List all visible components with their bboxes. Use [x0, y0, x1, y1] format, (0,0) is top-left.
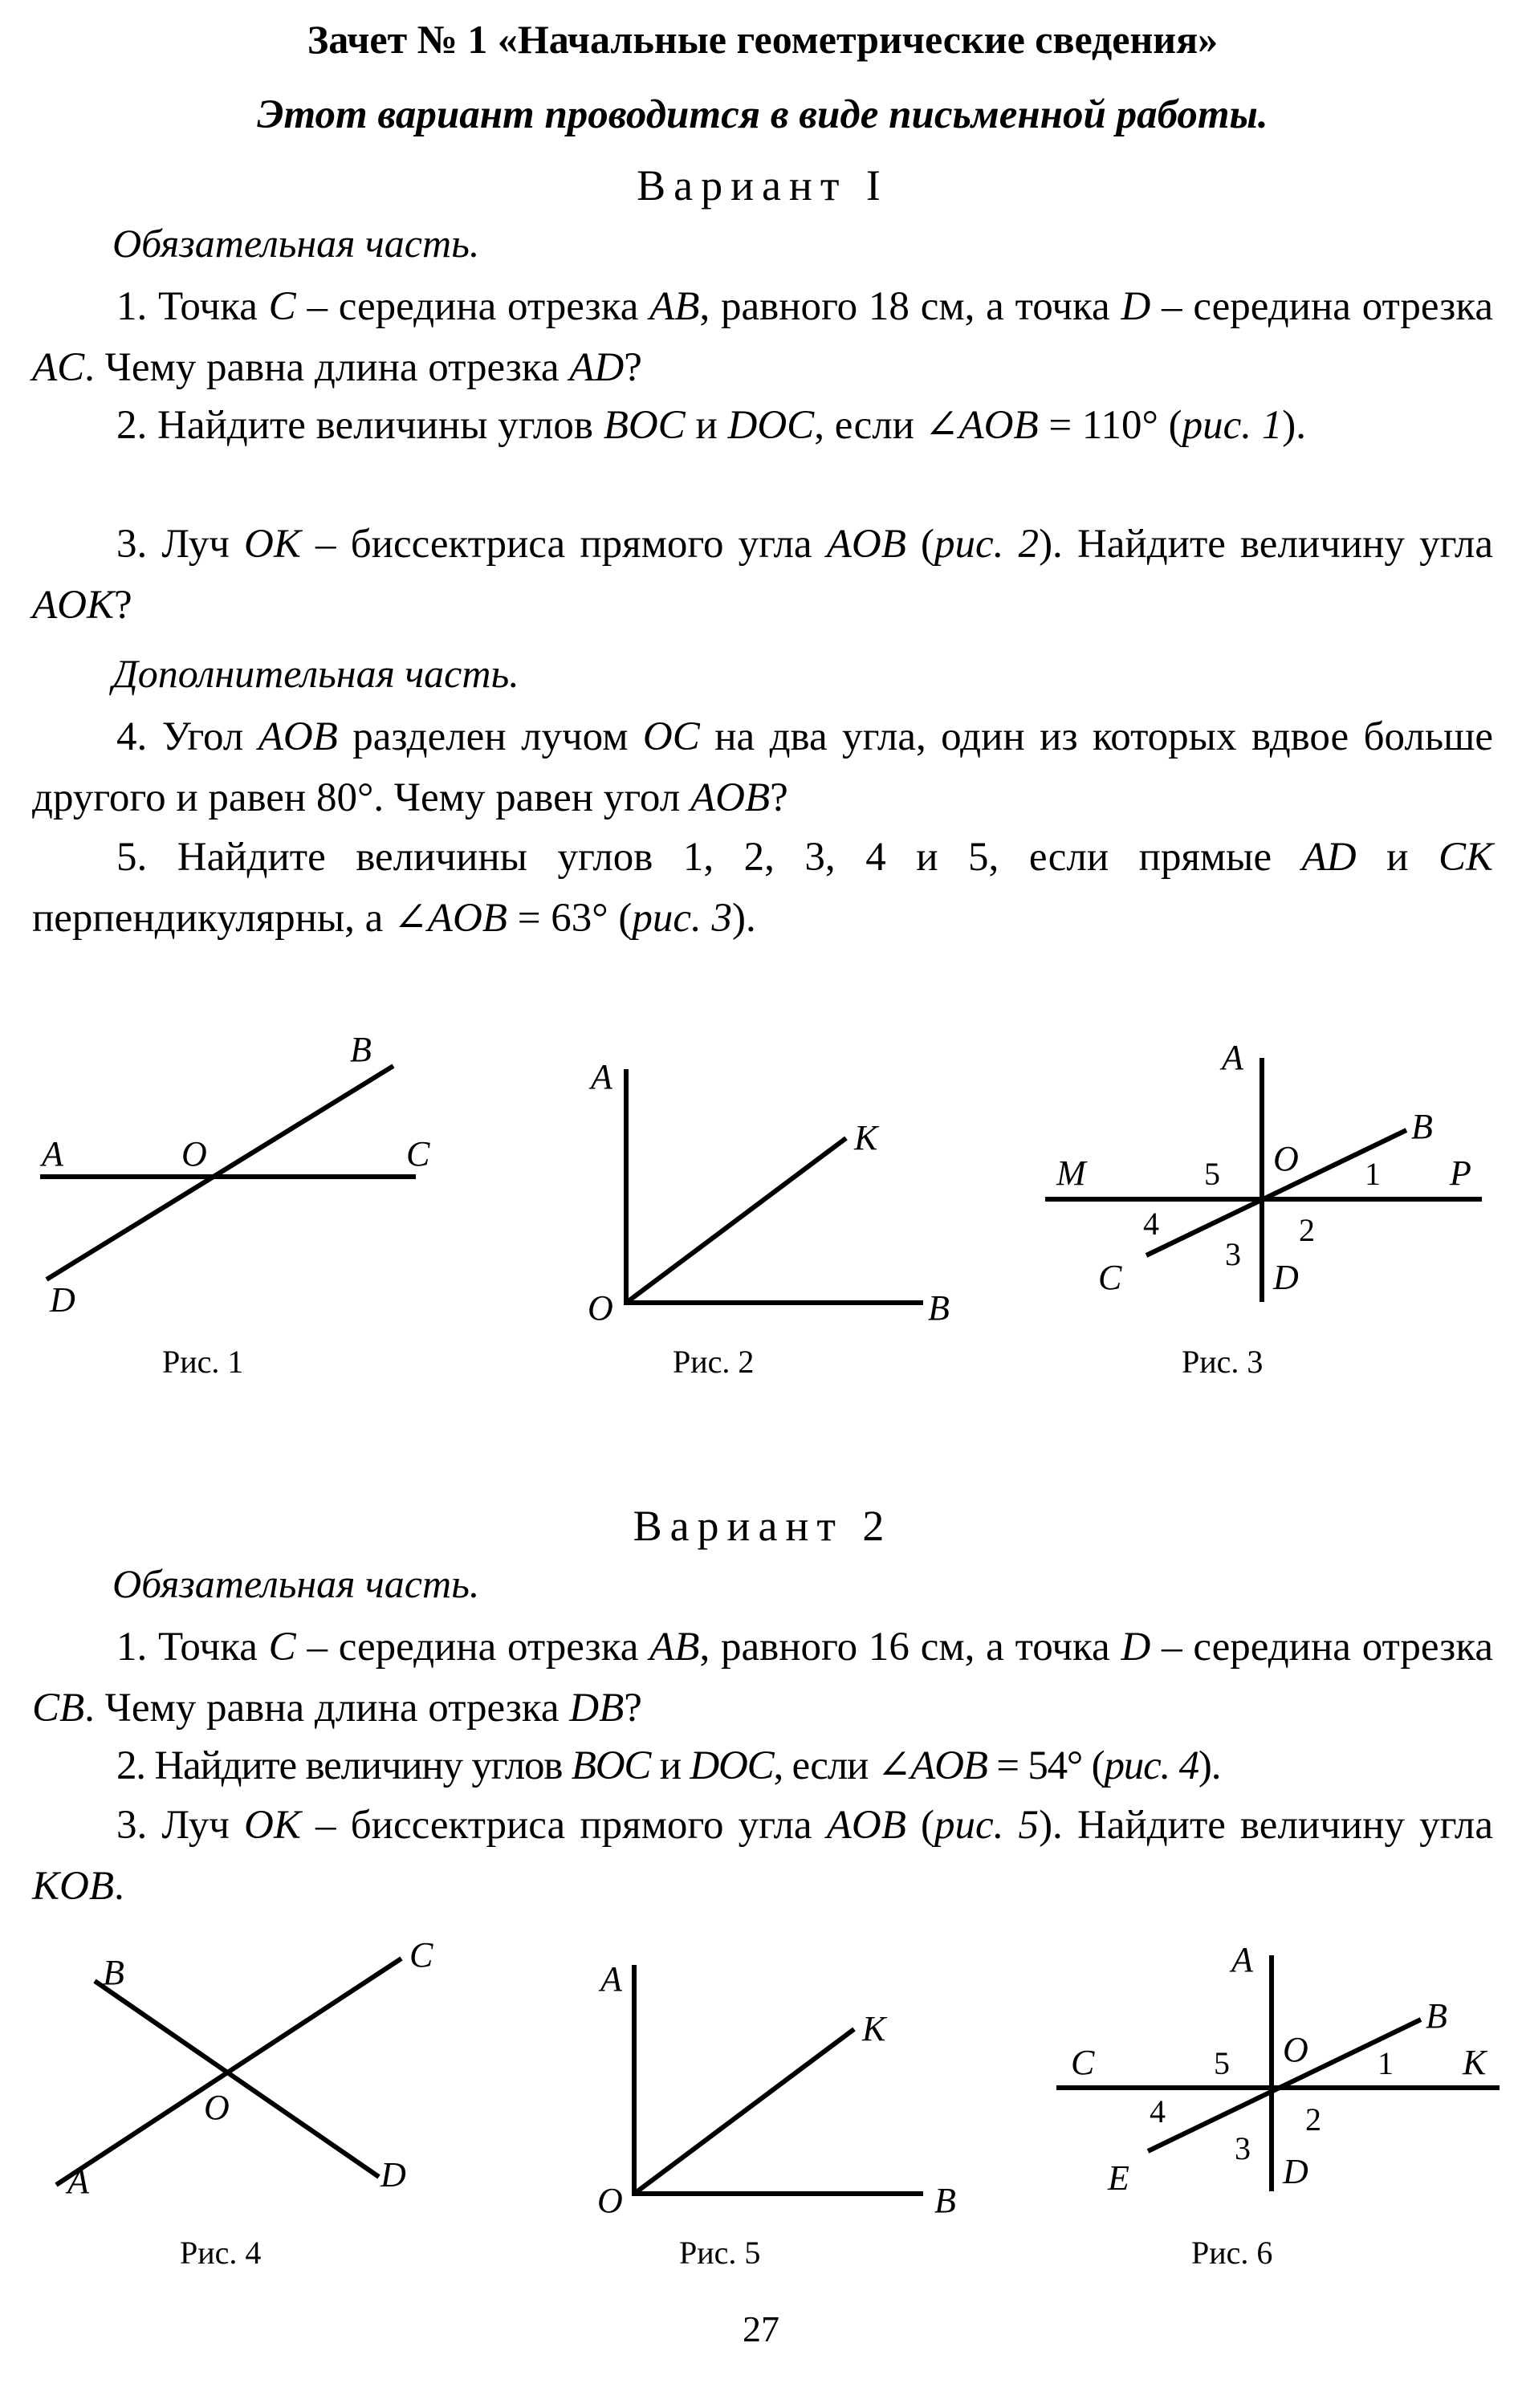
label-a: A: [591, 1057, 612, 1096]
variant1-heading: Вариант I: [637, 161, 889, 209]
figures-row-1: [0, 1019, 1522, 1389]
label-b: B: [928, 1288, 950, 1328]
angle-3: 3: [1225, 1236, 1241, 1272]
variant2-task-3: 3. Луч OK – биссектриса прямого угла AOB (рис. 5). Найдите величину угла KOB.: [32, 1803, 1493, 1909]
page-subtitle: Этот вариант проводится в виде письменной работы.: [257, 92, 1268, 137]
page-number: 27: [743, 2308, 779, 2349]
label-b: B: [1426, 1996, 1447, 2036]
figure-2: [588, 1057, 950, 1380]
caption-fig3: Рис. 3: [1182, 1344, 1264, 1380]
angle-4: 4: [1143, 1206, 1159, 1242]
variant2-mandatory-label: Обязательная часть.: [112, 1561, 480, 1606]
label-b: B: [103, 1953, 124, 1992]
variant2-heading: Вариант 2: [633, 1502, 893, 1550]
label-o: O: [181, 1134, 207, 1173]
label-a: A: [1222, 1038, 1243, 1077]
label-o: O: [588, 1288, 613, 1328]
angle-1: 1: [1378, 2045, 1394, 2081]
caption-fig4: Рис. 4: [180, 2235, 262, 2271]
ray-ok: [634, 2029, 854, 2194]
variant1-task-1: 1. Точка C – середина отрезка AB, равного 18 см, а точка D – середина отрезка AC. Чему равна длина отрезка AD?: [32, 284, 1493, 390]
label-b: B: [934, 2181, 956, 2220]
variant1-optional-label: Дополнительная часть.: [112, 651, 519, 696]
angle-2: 2: [1299, 1212, 1315, 1248]
figures-row-2: [0, 1926, 1522, 2280]
label-b: B: [1411, 1107, 1433, 1146]
label-d: D: [1273, 1258, 1299, 1297]
angle-3: 3: [1235, 2130, 1251, 2166]
ray-ok: [626, 1138, 846, 1303]
label-a: A: [42, 1134, 63, 1173]
angle-2: 2: [1305, 2101, 1321, 2138]
label-k: K: [854, 1118, 878, 1157]
variant1-task-5: 5. Найдите величины углов 1, 2, 3, 4 и 5, если прямые AD и CK перпендикулярны, а ∠AOB = 63° (рис. 3).: [32, 835, 1494, 941]
figure-6: [1056, 1940, 1500, 2271]
variant1-task-2: 2. Найдите величины углов BOC и DOC, если ∠AOB = 110° (рис. 1).: [116, 403, 1306, 448]
label-o: O: [204, 2088, 230, 2127]
label-o: O: [1273, 1139, 1299, 1178]
label-a: A: [1231, 1940, 1253, 1979]
label-c: C: [1071, 2043, 1095, 2082]
variant1-mandatory-label: Обязательная часть.: [112, 221, 480, 266]
caption-fig2: Рис. 2: [673, 1344, 755, 1380]
label-m: M: [1056, 1153, 1086, 1193]
label-k: K: [1463, 2043, 1487, 2082]
line-bd: [95, 1981, 379, 2177]
angle-5: 5: [1204, 1156, 1220, 1192]
variant2-task-2: 2. Найдите величину углов BOC и DOC, если ∠AOB = 54° (рис. 4).: [116, 1743, 1221, 1788]
label-a: A: [600, 1959, 622, 1999]
page-title: Зачет № 1 «Начальные геометрические сведения»: [307, 17, 1219, 62]
label-d: D: [50, 1280, 75, 1320]
variant1-task-3: 3. Луч OK – биссектриса прямого угла AOB (рис. 2). Найдите величину угла AOK?: [32, 522, 1493, 628]
caption-fig1: Рис. 1: [162, 1344, 244, 1380]
angle-5: 5: [1214, 2045, 1230, 2081]
label-c: C: [406, 1134, 430, 1173]
label-d: D: [380, 2155, 406, 2194]
label-p: P: [1450, 1153, 1471, 1193]
label-d: D: [1283, 2152, 1308, 2191]
label-o: O: [1283, 2030, 1308, 2069]
label-k: K: [862, 2009, 886, 2048]
label-b: B: [350, 1030, 372, 1069]
label-c: C: [1098, 1258, 1122, 1297]
line-db: [47, 1066, 393, 1279]
angle-1: 1: [1365, 1156, 1381, 1192]
caption-fig5: Рис. 5: [679, 2235, 761, 2271]
label-a: A: [67, 2162, 89, 2201]
variant1-task-4: 4. Угол AOB разделен лучом OC на два угла, один из которых вдвое больше другого и равен 80°. Чему равен угол AOB?: [32, 714, 1493, 820]
figure-4: [56, 1935, 433, 2271]
figure-5: [597, 1959, 956, 2271]
angle-4: 4: [1150, 2093, 1166, 2129]
figure-1: [39, 1030, 430, 1380]
label-o: O: [597, 2181, 623, 2220]
figure-3: [1045, 1038, 1482, 1380]
label-e: E: [1108, 2158, 1129, 2198]
caption-fig6: Рис. 6: [1191, 2235, 1273, 2271]
label-c: C: [409, 1935, 433, 1975]
variant2-task-1: 1. Точка C – середина отрезка AB, равного 16 см, а точка D – середина отрезка CB. Чему равна длина отрезка DB?: [32, 1625, 1493, 1731]
